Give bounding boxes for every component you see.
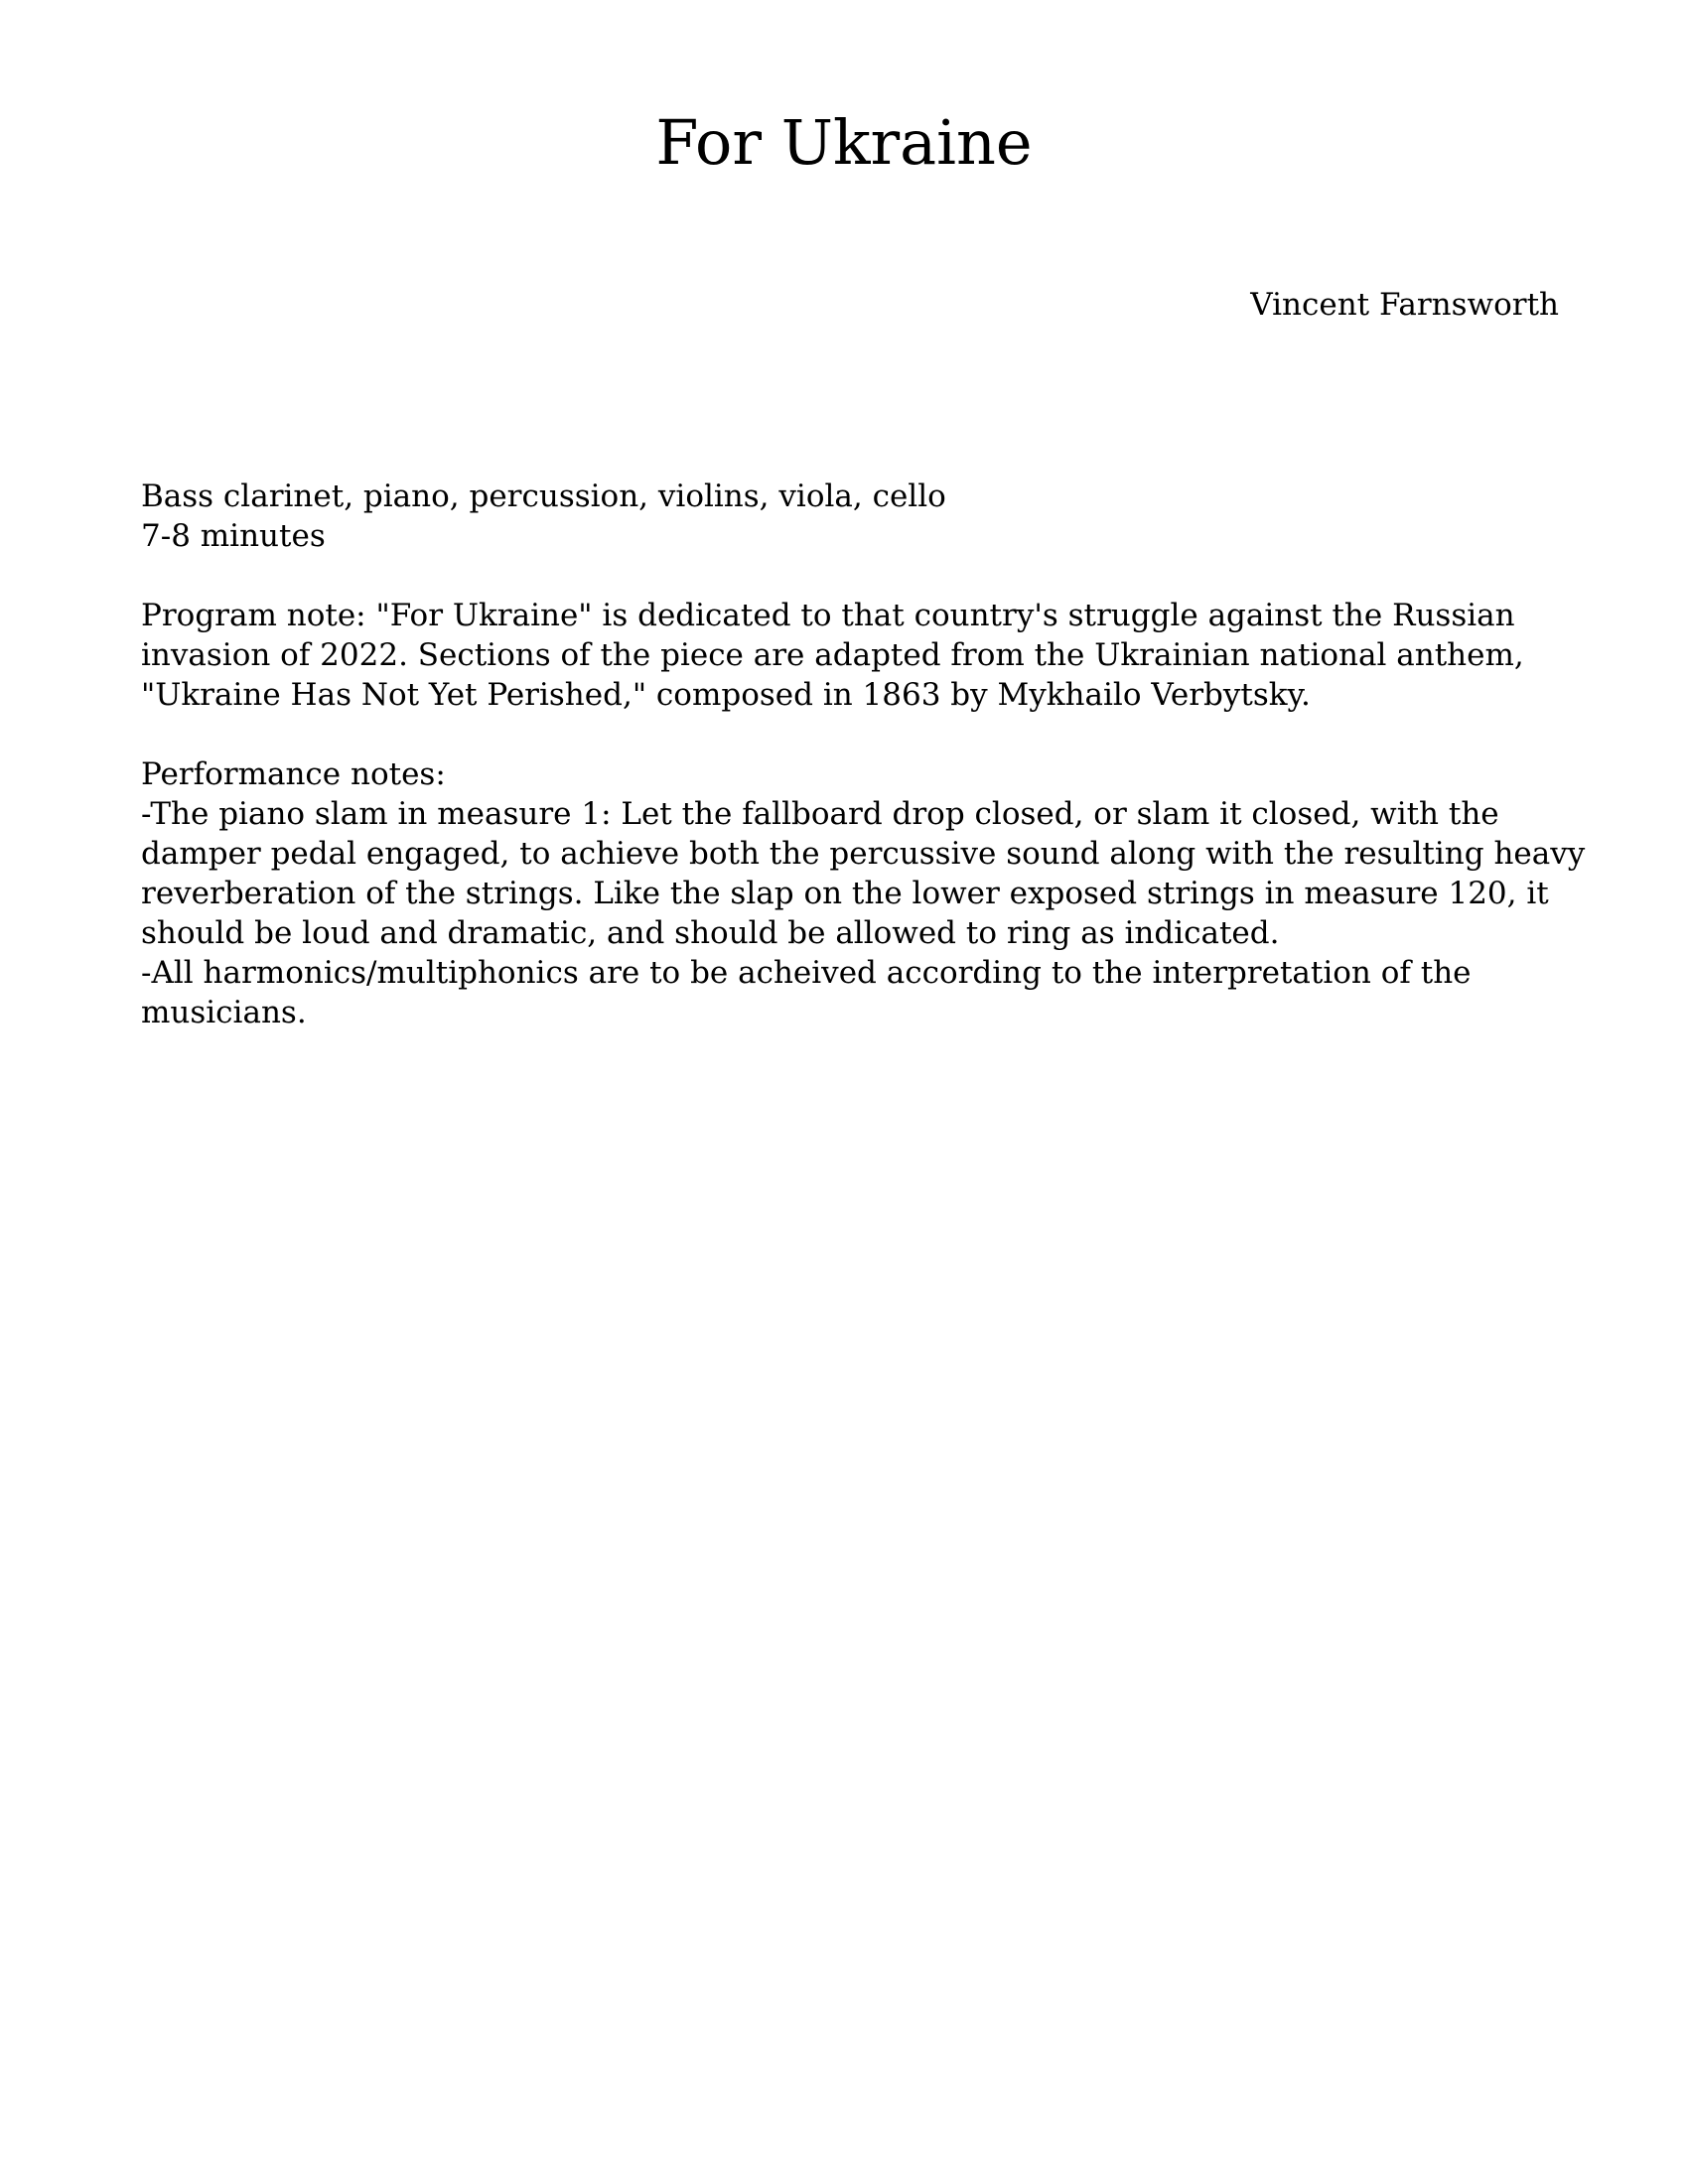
composer-name: Vincent Farnsworth xyxy=(1250,287,1559,323)
program-note-line: invasion of 2022. Sections of the piece are adapted from the Ukrainian national anthem, xyxy=(141,637,1524,673)
performance-note-line: -The piano slam in measure 1: Let the fallboard drop closed, or slam it closed, with the xyxy=(141,796,1499,832)
performance-note-line: musicians. xyxy=(141,995,307,1030)
performance-note-line: reverberation of the strings. Like the slap on the lower exposed strings in measure 120, it xyxy=(141,876,1549,911)
performance-note-line: should be loud and dramatic, and should be allowed to ring as indicated. xyxy=(141,915,1280,951)
program-note-line: "Ukraine Has Not Yet Perished," composed in 1863 by Mykhailo Verbytsky. xyxy=(141,677,1311,713)
performance-notes-heading: Performance notes: xyxy=(141,756,446,792)
notes-body xyxy=(141,477,1586,1032)
paragraph-gap xyxy=(141,556,1571,596)
page-title: For Ukraine xyxy=(655,106,1033,179)
performance-note-line: damper pedal engaged, to achieve both the percussive sound along with the resulting heavy xyxy=(141,836,1586,872)
performance-note-line: -All harmonics/multiphonics are to be acheived according to the interpretation of the xyxy=(141,955,1472,991)
paragraph-gap xyxy=(141,715,1571,754)
duration-line: 7-8 minutes xyxy=(141,518,326,554)
program-note-line: Program note: "For Ukraine" is dedicated to that country's struggle against the Russian xyxy=(141,598,1515,633)
instrumentation-line: Bass clarinet, piano, percussion, violins, viola, cello xyxy=(141,478,946,514)
